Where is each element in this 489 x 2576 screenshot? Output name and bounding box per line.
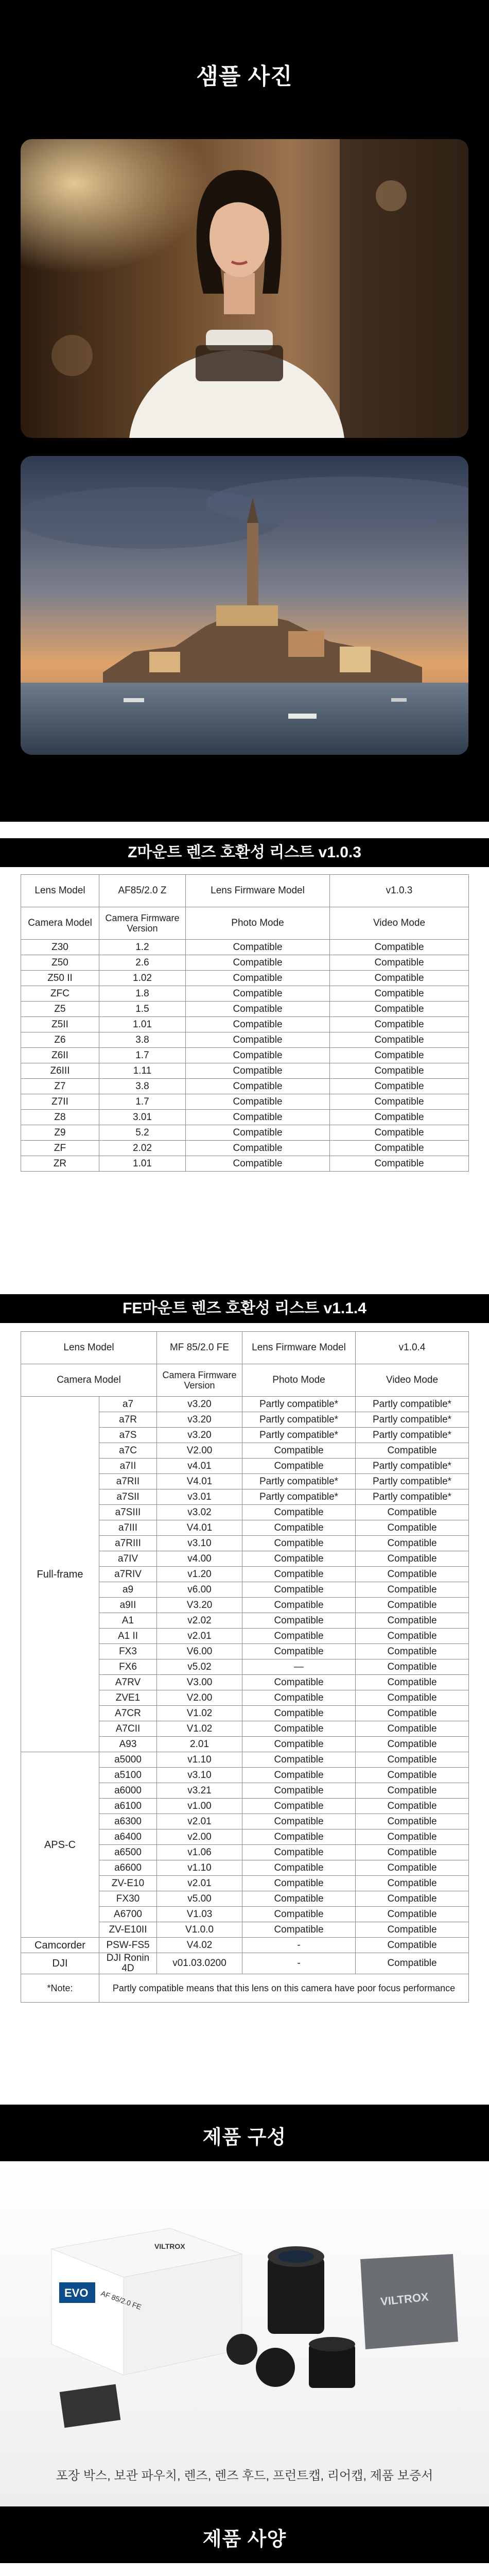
camera-model-cell: a7	[99, 1397, 157, 1412]
camera-model-cell: A1 II	[99, 1629, 157, 1644]
firmware-version-cell: v4.00	[157, 1551, 242, 1567]
photo-mode-cell: Compatible	[242, 1690, 356, 1706]
camera-model-cell: PSW-FS5	[99, 1938, 157, 1953]
camera-model-cell: a6600	[99, 1860, 157, 1876]
photo-mode-cell: Compatible	[242, 1443, 356, 1459]
video-mode-cell: Compatible	[330, 1156, 469, 1172]
firmware-version-cell: 2.01	[157, 1737, 242, 1752]
firmware-version-cell: 1.7	[99, 1048, 186, 1063]
firmware-version-cell: V2.00	[157, 1690, 242, 1706]
firmware-value: v1.0.3	[330, 875, 469, 907]
firmware-version-cell: 3.8	[99, 1032, 186, 1048]
video-mode-cell: Compatible	[330, 1063, 469, 1079]
firmware-version-cell: v01.03.0200	[157, 1953, 242, 1974]
camera-model-cell: a7II	[99, 1459, 157, 1474]
table-row	[21, 1048, 469, 1063]
firmware-version-cell: v2.00	[157, 1829, 242, 1845]
camera-model-cell: Z6III	[21, 1063, 99, 1079]
video-mode-cell: Compatible	[356, 1629, 469, 1644]
note-text: Partly compatible means that this lens on this camera have poor focus performance	[99, 1974, 469, 2003]
video-mode-cell: Compatible	[356, 1891, 469, 1907]
photo-mode-cell: Compatible	[242, 1721, 356, 1737]
firmware-version-cell: v1.00	[157, 1799, 242, 1814]
video-mode-cell: Compatible	[356, 1953, 469, 1974]
box-model-text: AF 85/2.0 FE	[99, 2289, 143, 2312]
photo-mode-cell: Compatible	[186, 1048, 330, 1063]
photo-mode-cell: Compatible	[242, 1613, 356, 1629]
video-mode-cell: Compatible	[356, 1551, 469, 1567]
photo-mode-cell: Compatible	[242, 1752, 356, 1768]
table-row	[21, 1125, 469, 1141]
table-row	[21, 940, 469, 955]
video-mode-cell: Compatible	[330, 1002, 469, 1017]
camera-model-cell: a7R	[99, 1412, 157, 1428]
lens-body	[268, 2257, 324, 2334]
video-mode-cell: Compatible	[356, 1907, 469, 1922]
photo-mode-cell: Compatible	[186, 1079, 330, 1094]
video-mode-cell: Compatible	[356, 1938, 469, 1953]
camera-model-cell: ZV-E10	[99, 1876, 157, 1891]
lens-model-label: Lens Model	[21, 1332, 157, 1364]
video-mode-cell: Compatible	[356, 1814, 469, 1829]
camera-model-cell: A7RV	[99, 1675, 157, 1690]
photo-mode-cell: Compatible	[186, 1141, 330, 1156]
photo-mode-cell: Partly compatible*	[242, 1412, 356, 1428]
camera-model-cell: a6000	[99, 1783, 157, 1799]
firmware-version-cell: 1.02	[99, 971, 186, 986]
table-header-row	[21, 875, 469, 907]
firmware-version-cell: V3.00	[157, 1675, 242, 1690]
photo-mode-cell: Compatible	[242, 1845, 356, 1860]
camera-model-cell: A93	[99, 1737, 157, 1752]
photo-mode-cell: Compatible	[242, 1737, 356, 1752]
camera-model-cell: a7IV	[99, 1551, 157, 1567]
camera-model-cell: Z50 II	[21, 971, 99, 986]
firmware-version-cell: 3.8	[99, 1079, 186, 1094]
video-mode-header: Video Mode	[330, 907, 469, 940]
camera-model-cell: Z5II	[21, 1017, 99, 1032]
photo-mode-cell: Compatible	[242, 1520, 356, 1536]
table-row	[21, 1141, 469, 1156]
firmware-version-cell: 1.5	[99, 1002, 186, 1017]
z-table-title: Z마운트 렌즈 호환성 리스트 v1.0.3	[0, 838, 489, 867]
video-mode-cell: Partly compatible*	[356, 1489, 469, 1505]
photo-mode-cell: Compatible	[186, 1094, 330, 1110]
camera-model-cell: a7RIII	[99, 1536, 157, 1551]
camera-model-cell: A7CII	[99, 1721, 157, 1737]
video-mode-cell: Compatible	[330, 1094, 469, 1110]
table-row	[21, 1156, 469, 1172]
photo-mode-cell: Compatible	[242, 1598, 356, 1613]
firmware-version-cell: v5.00	[157, 1891, 242, 1907]
camera-fw-header: Camera Firmware Version	[157, 1364, 242, 1397]
video-mode-cell: Compatible	[330, 1141, 469, 1156]
table-row	[21, 1032, 469, 1048]
photo-mode-cell: Compatible	[186, 971, 330, 986]
video-mode-cell: Compatible	[330, 1079, 469, 1094]
firmware-version-cell: 1.01	[99, 1156, 186, 1172]
camera-group-cell: Camcorder	[21, 1938, 99, 1953]
sample-photos-section	[0, 0, 489, 822]
video-mode-cell: Compatible	[356, 1582, 469, 1598]
video-mode-cell: Compatible	[330, 1048, 469, 1063]
firmware-version-cell: v3.20	[157, 1397, 242, 1412]
camera-model-cell: a5100	[99, 1768, 157, 1783]
video-mode-cell: Compatible	[330, 1017, 469, 1032]
photo-mode-cell: Compatible	[186, 1032, 330, 1048]
camera-model-cell: FX3	[99, 1644, 157, 1659]
video-mode-cell: Compatible	[356, 1922, 469, 1938]
video-mode-cell: Compatible	[356, 1721, 469, 1737]
camera-model-cell: a7RII	[99, 1474, 157, 1489]
firmware-version-cell: 1.11	[99, 1063, 186, 1079]
photo-mode-cell: Compatible	[242, 1891, 356, 1907]
table-row	[21, 1002, 469, 1017]
camera-model-cell: a6100	[99, 1799, 157, 1814]
camera-model-cell: Z8	[21, 1110, 99, 1125]
photo-mode-cell: Compatible	[242, 1536, 356, 1551]
firmware-version-cell: 2.6	[99, 955, 186, 971]
video-mode-cell: Compatible	[356, 1675, 469, 1690]
package-section	[0, 2161, 489, 2506]
firmware-version-cell: V4.01	[157, 1474, 242, 1489]
camera-model-header: Camera Model	[21, 907, 99, 940]
video-mode-cell: Compatible	[356, 1613, 469, 1629]
video-mode-cell: Compatible	[356, 1706, 469, 1721]
package-title: 제품 구성	[202, 2127, 287, 2148]
firmware-version-cell: V1.0.0	[157, 1922, 242, 1938]
photo-mode-cell: -	[242, 1938, 356, 1953]
specs-section-header	[0, 2506, 489, 2563]
table-row	[21, 1953, 469, 1974]
photo-mode-cell: Compatible	[186, 955, 330, 971]
video-mode-cell: Compatible	[356, 1737, 469, 1752]
camera-model-cell: a6500	[99, 1845, 157, 1860]
firmware-version-cell: V3.20	[157, 1598, 242, 1613]
firmware-version-cell: v2.01	[157, 1629, 242, 1644]
specs-image-section	[0, 2563, 489, 2576]
camera-model-cell: Z5	[21, 1002, 99, 1017]
specs-title: 제품 사양	[202, 2529, 287, 2550]
photo-mode-cell: Partly compatible*	[242, 1397, 356, 1412]
firmware-version-cell: V1.02	[157, 1721, 242, 1737]
video-mode-cell: Compatible	[356, 1845, 469, 1860]
table-row	[21, 1017, 469, 1032]
camera-model-cell: ZFC	[21, 986, 99, 1002]
table-row	[21, 1397, 469, 1412]
photo-mode-cell: Compatible	[186, 1125, 330, 1141]
firmware-version-cell: 3.01	[99, 1110, 186, 1125]
firmware-version-cell: 1.2	[99, 940, 186, 955]
sample-photo-landscape	[21, 456, 468, 755]
firmware-version-cell: v6.00	[157, 1582, 242, 1598]
firmware-version-cell: 1.01	[99, 1017, 186, 1032]
firmware-version-cell: V1.02	[157, 1706, 242, 1721]
camera-model-cell: A1	[99, 1613, 157, 1629]
video-mode-cell: Compatible	[356, 1520, 469, 1536]
photo-mode-cell: Compatible	[242, 1644, 356, 1659]
photo-mode-cell: Compatible	[242, 1799, 356, 1814]
photo-mode-cell: Partly compatible*	[242, 1489, 356, 1505]
photo-mode-cell: Compatible	[242, 1814, 356, 1829]
video-mode-cell: Compatible	[356, 1598, 469, 1613]
video-mode-cell: Compatible	[330, 1032, 469, 1048]
camera-model-cell: Z6II	[21, 1048, 99, 1063]
photo-mode-cell: —	[242, 1659, 356, 1675]
firmware-version-cell: v4.01	[157, 1459, 242, 1474]
photo-mode-cell: Compatible	[242, 1551, 356, 1567]
sample-photo-portrait	[21, 139, 468, 438]
fe-table-title: FE마운트 렌즈 호환성 리스트 v1.1.4	[0, 1294, 489, 1323]
video-mode-cell: Compatible	[356, 1443, 469, 1459]
camera-model-cell: Z7II	[21, 1094, 99, 1110]
photo-mode-cell: Partly compatible*	[242, 1474, 356, 1489]
lens-model-value: MF 85/2.0 FE	[157, 1332, 242, 1364]
firmware-version-cell: v3.10	[157, 1768, 242, 1783]
front-cap	[256, 2348, 295, 2387]
camera-model-cell: A7CR	[99, 1706, 157, 1721]
note-row	[21, 1974, 469, 2003]
package-section-header	[0, 2105, 489, 2161]
firmware-label: Lens Firmware Model	[186, 875, 330, 907]
video-mode-cell: Compatible	[356, 1644, 469, 1659]
camera-model-cell: A6700	[99, 1907, 157, 1922]
photo-mode-cell: Compatible	[242, 1567, 356, 1582]
photo-mode-cell: Compatible	[242, 1505, 356, 1520]
note-label: *Note:	[21, 1974, 99, 2003]
camera-model-cell: ZV-E10II	[99, 1922, 157, 1938]
video-mode-header: Video Mode	[356, 1364, 469, 1397]
photo-mode-cell: Compatible	[242, 1876, 356, 1891]
firmware-version-cell: 5.2	[99, 1125, 186, 1141]
table-row	[21, 1079, 469, 1094]
camera-model-cell: a5000	[99, 1752, 157, 1768]
camera-model-cell: Z9	[21, 1125, 99, 1141]
camera-model-cell: Z6	[21, 1032, 99, 1048]
camera-model-cell: ZR	[21, 1156, 99, 1172]
lens-model-label: Lens Model	[21, 875, 99, 907]
photo-mode-cell: Compatible	[242, 1582, 356, 1598]
firmware-version-cell: v2.01	[157, 1876, 242, 1891]
camera-group-cell: APS-C	[21, 1752, 99, 1938]
photo-mode-cell: Compatible	[242, 1829, 356, 1845]
firmware-version-cell: V2.00	[157, 1443, 242, 1459]
box-series-text: EVO	[64, 2286, 89, 2299]
package-caption: 포장 박스, 보관 파우치, 렌즈, 렌즈 후드, 프런트캡, 리어캡, 제품 보증서	[56, 2469, 433, 2483]
video-mode-cell: Partly compatible*	[356, 1459, 469, 1474]
table-row	[21, 971, 469, 986]
firmware-version-cell: v3.01	[157, 1489, 242, 1505]
firmware-version-cell: v1.10	[157, 1752, 242, 1768]
table-row	[21, 1063, 469, 1079]
video-mode-cell: Compatible	[356, 1567, 469, 1582]
video-mode-cell: Compatible	[356, 1505, 469, 1520]
firmware-value: v1.0.4	[356, 1332, 469, 1364]
lens-model-value: AF85/2.0 Z	[99, 875, 186, 907]
photo-mode-cell: Compatible	[186, 1156, 330, 1172]
firmware-version-cell: 2.02	[99, 1141, 186, 1156]
z-compatibility-table	[21, 874, 469, 1172]
camera-model-cell: FX30	[99, 1891, 157, 1907]
box-brand-text: VILTROX	[154, 2242, 185, 2250]
firmware-version-cell: 1.7	[99, 1094, 186, 1110]
video-mode-cell: Compatible	[356, 1690, 469, 1706]
camera-model-cell: ZVE1	[99, 1690, 157, 1706]
video-mode-cell: Compatible	[356, 1783, 469, 1799]
firmware-version-cell: v5.02	[157, 1659, 242, 1675]
camera-model-cell: a9	[99, 1582, 157, 1598]
video-mode-cell: Compatible	[356, 1876, 469, 1891]
table-row	[21, 1094, 469, 1110]
camera-model-cell: Z50	[21, 955, 99, 971]
camera-fw-header: Camera Firmware Version	[99, 907, 186, 940]
photo-mode-cell: Compatible	[242, 1629, 356, 1644]
camera-model-cell: a6400	[99, 1829, 157, 1845]
photo-mode-header: Photo Mode	[242, 1364, 356, 1397]
fe-compatibility-table	[21, 1331, 469, 2003]
table-header-row	[21, 1332, 469, 1364]
video-mode-cell: Compatible	[330, 986, 469, 1002]
photo-mode-cell: Partly compatible*	[242, 1428, 356, 1443]
camera-model-cell: FX6	[99, 1659, 157, 1675]
camera-model-cell: a7SII	[99, 1489, 157, 1505]
camera-model-cell: a9II	[99, 1598, 157, 1613]
firmware-version-cell: v3.02	[157, 1505, 242, 1520]
camera-model-cell: a7SIII	[99, 1505, 157, 1520]
photo-mode-cell: Compatible	[242, 1675, 356, 1690]
photo-mode-cell: Compatible	[186, 940, 330, 955]
firmware-version-cell: 1.8	[99, 986, 186, 1002]
video-mode-cell: Compatible	[330, 1125, 469, 1141]
firmware-version-cell: v1.06	[157, 1845, 242, 1860]
video-mode-cell: Partly compatible*	[356, 1428, 469, 1443]
photo-mode-cell: Compatible	[242, 1922, 356, 1938]
video-mode-cell: Compatible	[356, 1536, 469, 1551]
package-contents-image	[0, 2172, 489, 2460]
camera-model-cell: ZF	[21, 1141, 99, 1156]
camera-model-cell: a7C	[99, 1443, 157, 1459]
video-mode-cell: Compatible	[330, 940, 469, 955]
photo-mode-cell: Compatible	[242, 1860, 356, 1876]
video-mode-cell: Compatible	[330, 971, 469, 986]
table-row	[21, 1752, 469, 1768]
photo-mode-header: Photo Mode	[186, 907, 330, 940]
table-row	[21, 1110, 469, 1125]
camera-model-cell: a7RIV	[99, 1567, 157, 1582]
video-mode-cell: Compatible	[356, 1860, 469, 1876]
photo-mode-cell: Compatible	[242, 1907, 356, 1922]
firmware-version-cell: v3.21	[157, 1783, 242, 1799]
table-header-row	[21, 1364, 469, 1397]
firmware-version-cell: v3.10	[157, 1536, 242, 1551]
camera-model-cell: a7III	[99, 1520, 157, 1536]
firmware-version-cell: V4.01	[157, 1520, 242, 1536]
firmware-version-cell: V1.03	[157, 1907, 242, 1922]
camera-model-cell: Z7	[21, 1079, 99, 1094]
camera-model-cell: Z30	[21, 940, 99, 955]
video-mode-cell: Partly compatible*	[356, 1474, 469, 1489]
firmware-version-cell: v2.02	[157, 1613, 242, 1629]
lens-product-image	[0, 2563, 489, 2576]
video-mode-cell: Partly compatible*	[356, 1397, 469, 1412]
video-mode-cell: Compatible	[330, 955, 469, 971]
photo-mode-cell: Compatible	[242, 1706, 356, 1721]
photo-mode-cell: Compatible	[186, 1063, 330, 1079]
photo-mode-cell: Compatible	[186, 986, 330, 1002]
firmware-version-cell: v1.10	[157, 1860, 242, 1876]
table-row	[21, 955, 469, 971]
firmware-version-cell: V6.00	[157, 1644, 242, 1659]
video-mode-cell: Compatible	[330, 1110, 469, 1125]
photo-mode-cell: Compatible	[242, 1459, 356, 1474]
table-header-row	[21, 907, 469, 940]
video-mode-cell: Compatible	[356, 1799, 469, 1814]
table-row	[21, 1938, 469, 1953]
table-row	[21, 986, 469, 1002]
video-mode-cell: Compatible	[356, 1768, 469, 1783]
firmware-label: Lens Firmware Model	[242, 1332, 356, 1364]
sample-photos-title: 샘플 사진	[196, 64, 293, 89]
pouch-brand-text: VILTROX	[379, 2290, 429, 2308]
photo-mode-cell: Compatible	[186, 1017, 330, 1032]
photo-mode-cell: -	[242, 1953, 356, 1974]
video-mode-cell: Partly compatible*	[356, 1412, 469, 1428]
camera-model-cell: DJI Ronin 4D	[99, 1953, 157, 1974]
warranty-card	[60, 2384, 121, 2428]
video-mode-cell: Compatible	[356, 1829, 469, 1845]
video-mode-cell: Compatible	[356, 1752, 469, 1768]
photo-mode-cell: Compatible	[186, 1110, 330, 1125]
camera-model-header: Camera Model	[21, 1364, 157, 1397]
firmware-version-cell: v3.20	[157, 1412, 242, 1428]
photo-mode-cell: Compatible	[186, 1002, 330, 1017]
firmware-version-cell: v2.01	[157, 1814, 242, 1829]
camera-group-cell: DJI	[21, 1953, 99, 1974]
camera-model-cell: a6300	[99, 1814, 157, 1829]
photo-mode-cell: Compatible	[242, 1768, 356, 1783]
firmware-version-cell: v1.20	[157, 1567, 242, 1582]
firmware-version-cell: V4.02	[157, 1938, 242, 1953]
photo-mode-cell: Compatible	[242, 1783, 356, 1799]
video-mode-cell: Compatible	[356, 1659, 469, 1675]
rear-cap	[226, 2334, 257, 2365]
firmware-version-cell: v3.20	[157, 1428, 242, 1443]
camera-model-cell: a7S	[99, 1428, 157, 1443]
camera-group-cell: Full-frame	[21, 1397, 99, 1752]
